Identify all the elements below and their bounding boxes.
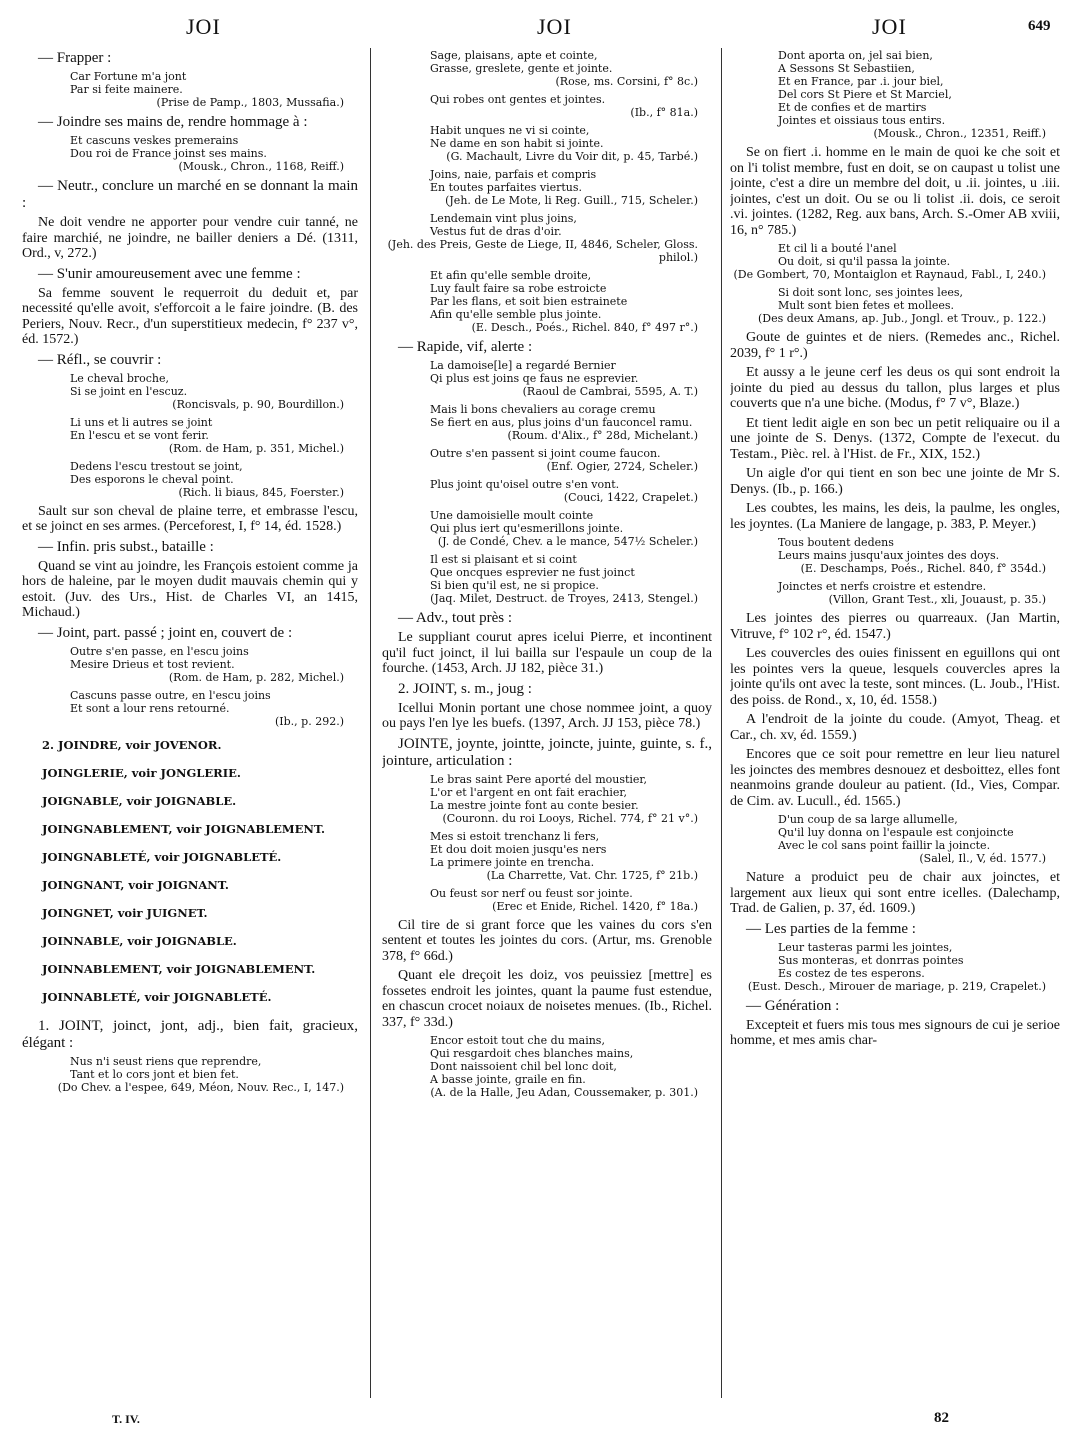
- citation-paragraph: Et aussy a le jeune cerf les deus os qui sont endroit la jointe du pied au dessus du tallon, plus larges et plus couverts que n'a une biche. (Modus, f° 7 v°, Blaze.): [730, 365, 1060, 411]
- citation-paragraph: Icellui Monin portant une chose nommee joint, a quoy ou pays l'en lye les buefs. (1397, Arch. JJ 153, pièce 78.): [382, 700, 712, 731]
- quotation-source: (Jeh. des Preis, Geste de Liege, II, 4846, Scheler, Gloss. philol.): [387, 238, 698, 264]
- citation-paragraph: Quant ele dreçoit les doiz, vos peuissiez [mettre] es fossetes endroit les jointes, quant la paume fust estendue, en chascun crocet noiaux de noisetes menues. (Ib., Richel. 337, f° 33d.): [382, 968, 712, 1030]
- quotation-source: (Prise de Pamp., 1803, Mussafia.): [156, 96, 344, 109]
- quotation-source: (Mousk., Chron., 12351, Reiff.): [873, 127, 1046, 140]
- citation-paragraph: Sault sur son cheval de plaine terre, et embrasse l'escu, et se joinct en ses armes. (Perceforest, I, f° 14, éd. 1528.): [22, 503, 358, 534]
- running-head-left: JOI: [186, 14, 221, 39]
- quotation-line: En l'escu et se vont ferir.: [70, 428, 209, 442]
- quotation: [382, 447, 712, 473]
- citation-paragraph: Ne doit vendre ne apporter pour vendre cuir tanné, ne faire marchié, ne joindre, ne bailler deniers a Dé. (1311, Ord., v, 272.): [22, 215, 358, 261]
- quotation-source: (Eust. Desch., Mirouer de mariage, p. 219, Crapelet.): [747, 979, 1046, 993]
- quotation-source: (La Charrette, Vat. Chr. 1725, f° 21b.): [486, 868, 698, 882]
- quotation-line: Mult sont bien fetes et mollees.: [778, 299, 955, 312]
- quotation-line: La primere jointe en trencha.: [430, 855, 595, 869]
- cross-reference-entry: JOINNABLE, voir JOIGNABLE.: [42, 933, 237, 948]
- quotation-line: D'un coup de sa large allumelle,: [778, 813, 958, 826]
- quotation-line: Es costez de tes esperons.: [778, 966, 925, 980]
- quotation-line: Mesire Drieus et tost revient.: [70, 657, 235, 671]
- quotation-line: Del cors St Piere et St Marciel,: [778, 88, 952, 101]
- quotation-source: (A. de la Halle, Jeu Adan, Coussemaker, p. 301.): [430, 1086, 698, 1099]
- quotation-line: La mestre jointe font au conte besier.: [430, 798, 639, 812]
- entry-heading: 2. JOINT, s. m., joug :: [398, 680, 532, 697]
- cross-reference-entry: JOINGLERIE, voir JONGLERIE.: [42, 765, 241, 780]
- citation-paragraph: A l'endroit de la jointe du coude. (Amyot, Theag. et Car., ch. xv, éd. 1559.): [730, 712, 1060, 743]
- quotation-source: (Mousk., Chron., 1168, Reiff.): [178, 160, 344, 173]
- quotation-line: Vestus fut de dras d'oir.: [430, 225, 562, 238]
- quotation-source: (Couronn. du roi Looys, Richel. 774, f° 21 v°.): [442, 811, 698, 825]
- cross-reference-entry: JOINGNANT, voir JOIGNANT.: [42, 877, 229, 892]
- column-2: [382, 46, 712, 1396]
- quotation-line: Mais li bons chevaliers au corage cremu: [430, 403, 656, 416]
- cross-reference-entry: JOIGNABLE, voir JOIGNABLE.: [42, 793, 237, 808]
- quotation: [22, 689, 358, 728]
- column-divider-right: [721, 48, 722, 1398]
- quotation: [382, 478, 712, 504]
- quotation: [382, 403, 712, 442]
- quotation: [22, 416, 358, 455]
- quotation-line: Dont aporta on, jel sai bien,: [778, 49, 933, 62]
- citation-paragraph: Le suppliant courut apres icelui Pierre, et incontinent qu'il fuct joinct, il lui bailla sur l'espaule un coup de la fourche. (1453, Arch. JJ 182, pièce 31.): [382, 630, 712, 676]
- quotation-source: (Roncisvals, p. 90, Bourdillon.): [172, 397, 344, 411]
- quotation-line: Par si feite mainere.: [70, 83, 183, 96]
- citation-paragraph: Excepteit et fuers mis tous mes signours de cui je serioe homme, et mes amis char-: [730, 1017, 1060, 1048]
- quotation-line: Dedens l'escu trestout se joint,: [70, 459, 243, 473]
- quotation: [22, 1055, 358, 1094]
- quotation: [382, 168, 712, 207]
- cross-reference-entry: JOINGNABLEMENT, voir JOIGNABLEMENT.: [42, 821, 326, 836]
- quotation-line: Luy fault faire sa robe estroicte: [430, 282, 607, 295]
- sense-heading: — Joint, part. passé ; joint en, couvert de :: [38, 624, 293, 641]
- quotation-line: Lendemain vint plus joins,: [430, 212, 577, 225]
- quotation-line: La damoise[le] a regardé Bernier: [430, 359, 616, 372]
- quotation: [382, 830, 712, 882]
- quotation: [22, 460, 358, 499]
- quotation-line: Ne dame en son habit si jointe.: [430, 137, 604, 150]
- quotation-line: Li uns et li autres se joint: [70, 415, 213, 429]
- quotation-line: Il est si plaisant et si coint: [430, 553, 577, 566]
- quotation: [382, 509, 712, 548]
- quotation: [382, 359, 712, 398]
- citation-paragraph: Les jointes des pierres ou quarreaux. (Jan Martin, Vitruve, f° 102 r°, éd. 1547.): [730, 611, 1060, 642]
- quotation-line: Et dou doit moien jusqu'es ners: [430, 842, 607, 856]
- quotation-line: Et sont a lour rens retourné.: [70, 701, 230, 715]
- citation-paragraph: Les couvercles des ouies finissent en eguillons qui ont les pointes vers la queue, lesquels couvercles apres la jointe qu'ils ont avec la teste, sont minces. (L. Joub., l'Hist. des poiss. de Rond., x, 10, éd. 1558.): [730, 646, 1060, 708]
- quotation-source: (Salel, Il., V, éd. 1577.): [919, 852, 1046, 865]
- quotation-source: (Jaq. Milet, Destruct. de Troyes, 2413, Stengel.): [430, 592, 698, 605]
- sense-heading: — Neutr., conclure un marché en se donnant la main :: [22, 178, 358, 211]
- quotation-line: Leurs mains jusqu'aux jointes des doys.: [778, 549, 1000, 562]
- quotation: [382, 269, 712, 334]
- quotation: [730, 813, 1060, 865]
- quotation-line: Si doit sont lonc, ses jointes lees,: [778, 286, 963, 299]
- sense-heading: — Rapide, vif, alerte :: [398, 339, 533, 355]
- citation-paragraph: Un aigle d'or qui tient en son bec une jointe de Mr S. Denys. (Ib., p. 166.): [730, 466, 1060, 497]
- quotation-source: (E. Deschamps, Poés., Richel. 840, f° 354d.): [800, 562, 1046, 575]
- quotation-source: (De Gombert, 70, Montaiglon et Raynaud, Fabl., I, 240.): [733, 268, 1046, 281]
- quotation-line: Ou feust sor nerf ou feust sor jointe.: [430, 886, 633, 900]
- quotation-line: Et en France, par .i. jour biel,: [778, 75, 944, 88]
- entry-heading: 1. JOINT, joinct, jont, adj., bien fait, gracieux, élégant :: [22, 1017, 358, 1051]
- quotation-line: Que oncques esprevier ne fust joinct: [430, 566, 635, 579]
- quotation: [382, 93, 712, 119]
- quotation-line: Cascuns passe outre, en l'escu joins: [70, 688, 271, 702]
- quotation-source: (E. Desch., Poés., Richel. 840, f° 497 r°.): [471, 321, 698, 334]
- quotation: [382, 887, 712, 913]
- quotation-line: Joinctes et nerfs croistre et estendre.: [778, 580, 987, 593]
- page-number: 649: [1028, 18, 1051, 34]
- quotation-line: Avec le col sans point faillir la joincte.: [778, 839, 991, 852]
- quotation-line: L'or et l'argent en ont fait erachier,: [430, 785, 627, 799]
- quotation-line: Et de confies et de martirs: [778, 101, 927, 114]
- quotation-line: En toutes parfaites viertus.: [430, 181, 583, 194]
- quotation-line: Par les flans, et soit bien estrainete: [430, 295, 628, 308]
- quotation-line: Leur tasteras parmi les jointes,: [778, 940, 953, 954]
- volume-label: T. IV.: [112, 1412, 140, 1426]
- quotation-line: Qu'il luy donna on l'espaule est conjoincte: [778, 826, 1014, 839]
- quotation-source: (Raoul de Cambrai, 5595, A. T.): [522, 385, 698, 398]
- quotation-source: (Ib., f° 81a.): [630, 106, 698, 119]
- quotation-line: Outre s'en passe, en l'escu joins: [70, 644, 249, 658]
- sense-heading: — S'unir amoureusement avec une femme :: [38, 265, 301, 282]
- quotation: [382, 553, 712, 605]
- sense-heading: — Génération :: [746, 997, 840, 1014]
- quotation-source: (Ib., p. 292.): [275, 714, 344, 728]
- running-head-right: JOI: [872, 14, 907, 39]
- quotation-line: Ou doit, si qu'il passa la jointe.: [778, 255, 951, 268]
- citation-paragraph: Sa femme souvent le requerroit du deduit et, par necessité qu'elle avoit, s'efforcoit a le faire joindre. (B. des Periers, Nouv. Recr., d'un superstitieux medecin, f° 237 v°, éd. 1572.): [22, 285, 358, 347]
- quotation-source: (Rom. de Ham, p. 351, Michel.): [168, 441, 344, 455]
- quotation-source: (Couci, 1422, Crapelet.): [563, 491, 698, 504]
- citation-paragraph: Cil tire de si grant force que les vaines du cors s'en sentent et toutes les jointes du cors. (Artur, ms. Grenoble 378, f° 66d.): [382, 917, 712, 964]
- quotation-line: Encor estoit tout che du mains,: [430, 1034, 605, 1047]
- quotation-line: Tant et lo cors jont et bien fet.: [70, 1067, 239, 1081]
- quotation: [382, 212, 712, 264]
- quotation: [22, 372, 358, 411]
- sense-heading: — Adv., tout près :: [398, 610, 513, 626]
- cross-reference-entry: JOINNABLEMENT, voir JOIGNABLEMENT.: [42, 961, 316, 976]
- column-3: [730, 46, 1060, 1396]
- quotation-line: Habit unques ne vi si cointe,: [430, 124, 590, 137]
- quotation-line: Une damoisielle moult cointe: [430, 509, 594, 522]
- quotation: [730, 286, 1060, 325]
- quotation-line: Qi plus est joins qe faus ne esprevier.: [430, 372, 639, 385]
- quotation-line: Si bien qu'il est, ne si propice.: [430, 579, 599, 592]
- sense-heading: — Joindre ses mains de, rendre hommage à :: [38, 114, 308, 130]
- quotation-source: (Erec et Enide, Richel. 1420, f° 18a.): [492, 899, 698, 913]
- quotation-line: Dont naissoient chil bel lonc doit,: [430, 1060, 617, 1073]
- quotation-source: (Do Chev. a l'espee, 649, Méon, Nouv. Rec., I, 147.): [57, 1080, 344, 1094]
- quotation-line: Des esporons le cheval point.: [70, 472, 234, 486]
- signature-mark: 82: [934, 1410, 949, 1426]
- quotation-line: Sus monteras, et donrras pointes: [778, 953, 964, 967]
- quotation-source: (J. de Condé, Chev. a le mance, 547½ Scheler.): [437, 535, 698, 548]
- quotation-line: Le cheval broche,: [70, 371, 170, 385]
- entry-heading: JOINTE, joynte, jointte, joincte, juinte, guinte, s. f., jointure, articulation :: [382, 735, 712, 769]
- quotation-source: (Des deux Amans, ap. Jub., Jongl. et Trouv., p. 122.): [758, 312, 1046, 325]
- quotation-source: (Villon, Grant Test., xli, Jouaust, p. 35.): [828, 593, 1046, 606]
- sense-heading: — Infin. pris subst., bataille :: [38, 538, 214, 555]
- quotation-line: Le bras saint Pere aporté del moustier,: [430, 772, 647, 786]
- quotation: [22, 70, 358, 109]
- quotation-line: Si se joint en l'escuz.: [70, 384, 188, 398]
- quotation: [382, 773, 712, 825]
- quotation-line: Dou roi de France joinst ses mains.: [70, 147, 267, 160]
- cross-reference-entry: JOINGNABLETÉ, voir JOIGNABLETÉ.: [42, 849, 282, 864]
- quotation-line: Afin qu'elle semble plus jointe.: [430, 308, 602, 321]
- sense-heading: — Réfl., se couvrir :: [38, 351, 162, 368]
- quotation: [730, 941, 1060, 993]
- quotation-line: Grasse, greslete, gente et jointe.: [430, 62, 613, 75]
- quotation: [730, 580, 1060, 606]
- quotation-line: Nus n'i seust riens que reprendre,: [70, 1054, 262, 1068]
- sense-heading: — Frapper :: [38, 50, 112, 66]
- quotation: [382, 49, 712, 88]
- quotation-line: Qui robes ont gentes et jointes.: [430, 93, 606, 106]
- citation-paragraph: Et tient ledit aigle en son bec un petit reliquaire ou il a une jointe de S. Denys. (1372, Compte de l'execut. du Testam., Pièc. rel. à l'Hist. de Fr., XIX, 152.): [730, 415, 1060, 462]
- quotation-source: (Rom. de Ham, p. 282, Michel.): [168, 670, 344, 684]
- quotation-line: Et cascuns veskes premerains: [70, 134, 239, 147]
- quotation-line: Jointes et oissiaus tous entirs.: [778, 114, 946, 127]
- quotation: [730, 536, 1060, 575]
- column-divider-left: [370, 48, 371, 1398]
- quotation: [22, 645, 358, 684]
- quotation-source: (Rich. li biaus, 845, Foerster.): [178, 485, 344, 499]
- cross-reference-entry: 2. JOINDRE, voir JOVENOR.: [42, 737, 222, 752]
- quotation-line: Joins, naie, parfais et compris: [430, 168, 597, 181]
- quotation-source: (Roum. d'Alix., f° 28d, Michelant.): [507, 429, 698, 442]
- cross-reference-entry: JOINGNET, voir JUIGNET.: [42, 905, 208, 920]
- quotation: [382, 124, 712, 163]
- quotation-line: Mes si estoit trenchanz li fers,: [430, 829, 600, 843]
- quotation-line: A basse jointe, graile en fin.: [430, 1073, 586, 1086]
- citation-paragraph: Les coubtes, les mains, les deis, la paulme, les ongles, les joyntes. (La Maniere de langage, p. 383, P. Meyer.): [730, 501, 1060, 532]
- citation-paragraph: Goute de guintes et de niers. (Remedes anc., Richel. 2039, f° 1 r°.): [730, 330, 1060, 361]
- quotation-source: (Rose, ms. Corsini, f° 8c.): [555, 75, 698, 88]
- quotation-line: Et afin qu'elle semble droite,: [430, 269, 592, 282]
- quotation-line: Tous boutent dedens: [778, 536, 894, 549]
- citation-paragraph: Se on fiert .i. homme en le main de quoi ke che soit et on l'i tolist membre, fust en doit, se on caupast u tolist une jointe, c'est a dire un membre del doit, u .ii. jointes, u .iii. jointes, c'est un doit. Ou se ou li tolist .ii. dois, ce seroit .vi. jointes. (1282, Reg. aux bans, Arch. S.-Omer AB xviii, 16, n° 785.): [730, 145, 1060, 238]
- quotation-source: (Jeh. de Le Mote, li Reg. Guill., 715, Scheler.): [445, 194, 698, 207]
- sense-heading: — Les parties de la femme :: [746, 920, 916, 937]
- cross-reference-entry: JOINNABLETÉ, voir JOIGNABLETÉ.: [42, 989, 272, 1004]
- quotation-source: (Enf. Ogier, 2724, Scheler.): [546, 460, 698, 473]
- quotation-line: Plus joint qu'oisel outre s'en vont.: [430, 478, 620, 491]
- quotation-line: Outre s'en passent si joint coume faucon.: [430, 447, 661, 460]
- citation-paragraph: Nature a produict peu de chair aux joinctes, et largement aux lieux qui sont entre icelles. (Dalechamp, Trad. de Galien, p. 37, éd. 1609.): [730, 870, 1060, 916]
- quotation: [730, 49, 1060, 140]
- quotation-line: Car Fortune m'a jont: [70, 70, 187, 83]
- quotation: [22, 134, 358, 173]
- quotation-source: (G. Machault, Livre du Voir dit, p. 45, Tarbé.): [446, 150, 698, 163]
- quotation: [730, 242, 1060, 281]
- quotation-line: Qui plus iert qu'esmerillons jointe.: [430, 522, 624, 535]
- quotation-line: Se fiert en aus, plus joins d'un fauconcel ramu.: [430, 416, 693, 429]
- quotation-line: Qui resgardoit ches blanches mains,: [430, 1047, 634, 1060]
- citation-paragraph: Encores que ce soit pour remettre en leur lieu naturel les joinctes des membres desnouez et desboittez, elles font neanmoins grande douleur au patient. (Id., Vies, Compar. de Cim. av. Lucull., éd. 1565.): [730, 747, 1060, 809]
- citation-paragraph: Quand se vint au joindre, les François estoient comme ja hors de haleine, par le moyen dudit mauvais chemin qui y estoit. (Juv. des Urs., Hist. de Charles VI, an 1415, Michaud.): [22, 558, 358, 620]
- running-head-center: JOI: [537, 14, 572, 39]
- quotation-line: Sage, plaisans, apte et cointe,: [430, 49, 598, 62]
- quotation: [382, 1034, 712, 1099]
- column-1: [22, 46, 358, 1396]
- quotation-line: Et cil li a bouté l'anel: [778, 242, 897, 255]
- quotation-line: A Sessons St Sebastiien,: [778, 62, 915, 75]
